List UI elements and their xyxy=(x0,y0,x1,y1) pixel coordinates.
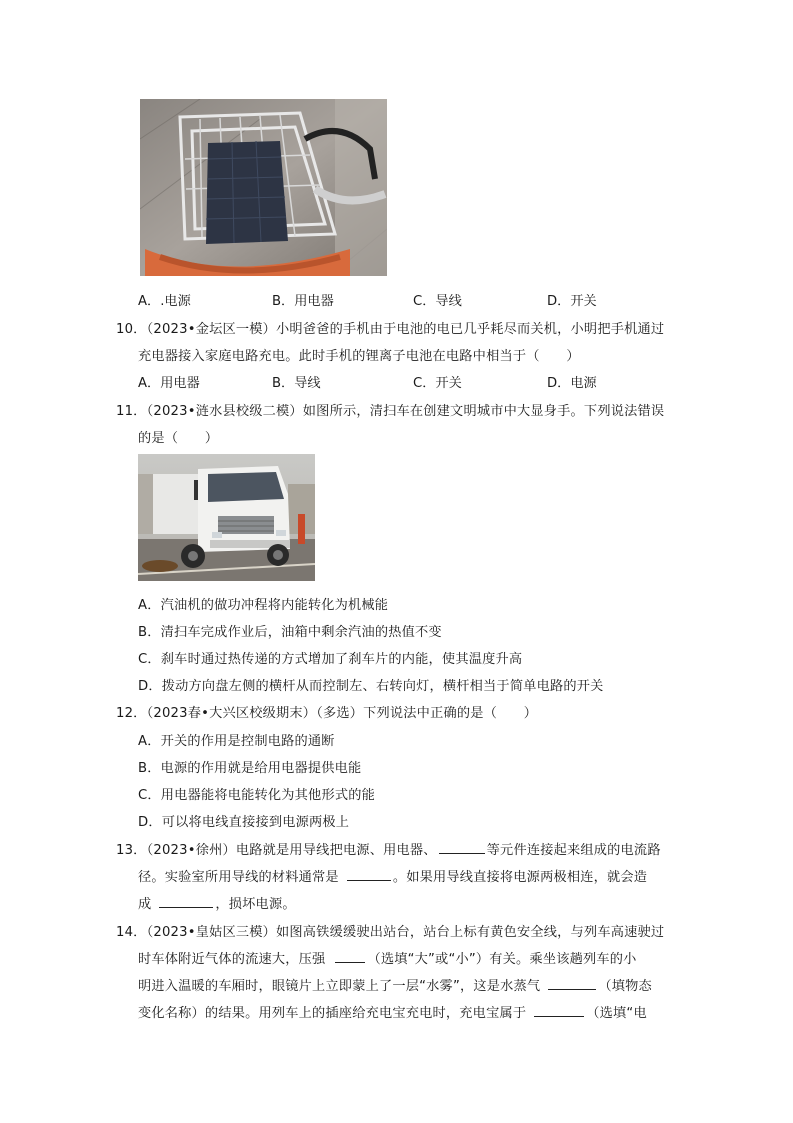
q11-option-a: A．汽油机的做功冲程将内能转化为机械能 xyxy=(138,598,389,613)
q12-option-b: B．电源的作用就是给用电器提供电能 xyxy=(138,761,362,776)
q11-option-d: D．拨动方向盘左侧的横杆从而控制左、右转向灯，横杆相当于简单电路的开关 xyxy=(138,679,604,694)
q14-text-segment: （选填“电 xyxy=(586,1006,647,1021)
q14-text-line-3 xyxy=(138,975,652,994)
q11-text-line-1: 11．（2023•涟水县校级二模）如图所示，清扫车在创建文明城市中大显身手。下列说法错误 xyxy=(116,404,665,419)
bicycle-solar-panel-photo xyxy=(140,99,387,276)
q14-text-segment: （选填“大”或“小”）有关。乘坐该趟列车的小 xyxy=(367,952,637,967)
q14-text-line-1: 14．（2023•皇姑区三模）如图高铁缓缓驶出站台，站台上标有黄色安全线，与列车高速驶过 xyxy=(116,925,665,940)
q13-text-segment: 径。实验室所用导线的材料通常是 xyxy=(138,870,339,885)
q14-text-segment: （填物态 xyxy=(598,979,652,994)
q14-blank-1[interactable] xyxy=(335,950,365,963)
q12-option-c: C．用电器能将电能转化为其他形式的能 xyxy=(138,788,375,803)
q13-text-line-2 xyxy=(138,866,647,885)
q13-text-line-1 xyxy=(116,839,661,858)
q14-blank-2[interactable] xyxy=(548,977,596,990)
q13-text-segment: 。如果用导线直接将电源两极相连，就会造 xyxy=(392,870,648,885)
q13-text-segment: 成 xyxy=(138,897,152,912)
q13-text-line-3 xyxy=(138,893,296,912)
q14-text-segment: 变化名称）的结果。用列车上的插座给充电宝充电时，充电宝属于 xyxy=(138,1006,527,1021)
q12-option-d: D．可以将电线直接接到电源两极上 xyxy=(138,815,350,830)
q10-option-a: A．用电器 xyxy=(138,376,200,391)
street-sweeper-truck-photo xyxy=(138,454,315,581)
q14-blank-3[interactable] xyxy=(534,1004,584,1017)
q10-option-b: B．导线 xyxy=(272,376,321,391)
q14-text-line-2 xyxy=(138,948,637,967)
q13-text-segment: 13．（2023•徐州）电路就是用导线把电源、用电器、 xyxy=(116,843,437,858)
q13-blank-1[interactable] xyxy=(439,841,485,854)
q13-blank-3[interactable] xyxy=(159,895,213,908)
q12-text-line-1: 12．（2023春•大兴区校级期末）（多选）下列说法中正确的是（ ） xyxy=(116,706,538,721)
q11-option-c: C．刹车时通过热传递的方式增加了刹车片的内能，使其温度升高 xyxy=(138,652,523,667)
q14-text-line-4 xyxy=(138,1002,647,1021)
q10-text-line-1: 10．（2023•金坛区一模）小明爸爸的手机由于电池的电已几乎耗尽而关机，小明把手机通过 xyxy=(116,322,665,337)
q10-text-line-2: 充电器接入家庭电路充电。此时手机的锂离子电池在电路中相当于（ ） xyxy=(138,349,580,364)
q11-option-b: B．清扫车完成作业后，油箱中剩余汽油的热值不变 xyxy=(138,625,442,640)
q9-option-a: A．.电源 xyxy=(138,294,191,309)
q11-text-line-2: 的是（ ） xyxy=(138,431,219,446)
q10-option-c: C．开关 xyxy=(413,376,462,391)
q13-text-segment: 等元件连接起来组成的电流路 xyxy=(486,843,661,858)
q10-option-d: D．电源 xyxy=(547,376,597,391)
q13-text-segment: ，损坏电源。 xyxy=(215,897,296,912)
q12-option-a: A．开关的作用是控制电路的通断 xyxy=(138,734,335,749)
q9-option-d: D．开关 xyxy=(547,294,597,309)
q9-option-b: B．用电器 xyxy=(272,294,334,309)
q9-option-c: C．导线 xyxy=(413,294,462,309)
q13-blank-2[interactable] xyxy=(347,868,391,881)
q14-text-segment: 时车体附近气体的流速大，压强 xyxy=(138,952,326,967)
q14-text-segment: 明进入温暖的车厢时，眼镜片上立即蒙上了一层“水雾”，这是水蒸气 xyxy=(138,979,541,994)
